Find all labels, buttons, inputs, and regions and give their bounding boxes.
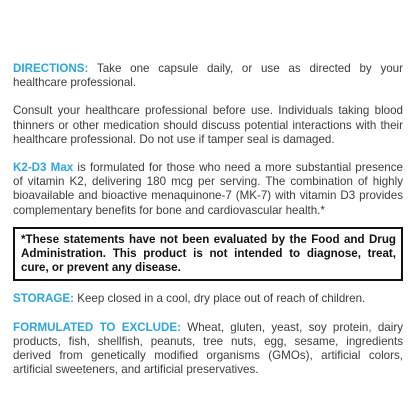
product-description-text: is formulated for those who need a more substantial presence of vitamin K2, delivering 180 mcg per serving. The combination of highly bioavailable and bioactive menaquinone-7 (MK-7) with vitamin D3 provides complementary benefits for bone and cardiovascular health.* xyxy=(13,161,404,217)
exclusions-label: FORMULATED TO EXCLUDE: xyxy=(13,320,181,334)
product-name: K2-D3 Max xyxy=(13,161,74,175)
directions-text: Take one capsule daily, or use as directed by your healthcare professional. xyxy=(13,62,403,90)
storage-section xyxy=(13,292,403,306)
storage-label: STORAGE: xyxy=(13,292,74,306)
product-description xyxy=(13,161,403,218)
fda-disclaimer-text: *These statements have not been evaluated by the Food and Drug Administration. This product is not intended to diagnose, treat, cure, or prevent any disease. xyxy=(21,232,396,275)
fda-disclaimer-box xyxy=(13,227,403,282)
directions-section xyxy=(13,62,403,90)
product-label-content xyxy=(13,62,403,377)
directions-label: DIRECTIONS: xyxy=(13,62,89,75)
storage-text: Keep closed in a cool, dry place out of reach of children. xyxy=(73,292,366,306)
exclusions-section xyxy=(13,321,403,378)
consult-warning: Consult your healthcare professional before use. Individuals taking blood thinners or other medication should discuss potential interactions with their healthcare professional. Do not use if tamper seal is damaged. xyxy=(13,104,403,146)
exclusions-text: Wheat, gluten, yeast, soy protein, dairy products, fish, shellfish, peanuts, tree nuts, egg, sesame, ingredients derived from genetically modified organisms (GMOs), artificial colors, artificial sweeteners, and artificial preservatives. xyxy=(13,320,403,377)
